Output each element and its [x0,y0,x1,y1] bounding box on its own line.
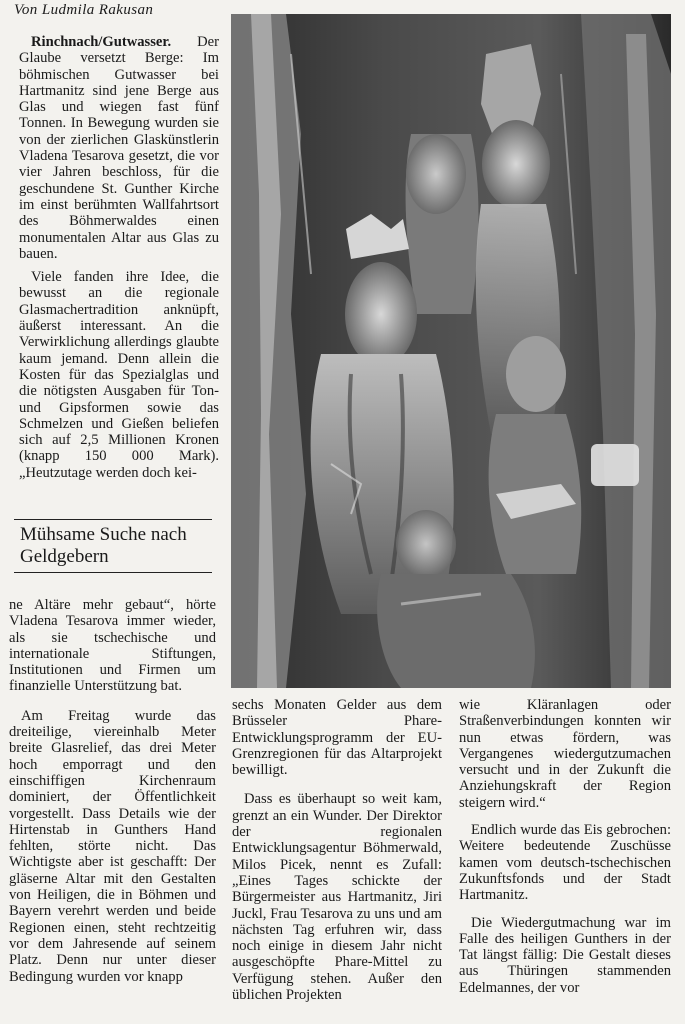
byline: Von Ludmila Rakusan [14,2,154,18]
subheading: Mühsame Suche nach Geldgebern [20,524,187,567]
paragraph: wie Kläranlagen oder Straßenverbindungen konnten wir nun etwas fördern, was Vergangenes wiedergutzumachen versucht und in der Zukunft die Anziehungskraft der Region steigern wird.“ [459,697,671,811]
lead-text: Der Glaube versetzt Berge: Im böhmischen Gutwasser bei Hartmanitz sind jene Berge aus Glas und wiegen fast fünf Tonnen. In Bewegung wurden sie von der zierlichen Glaskünstlerin Vladena Tesarova gesetzt, die vor vier Jahren beschloss, für die geschundene St. Gunther Kirche im einst berühmten Wallfahrtsort des Böhmerwaldes einen monumentalen Altar aus Glas zu bauen. [19,34,219,262]
divider [14,572,212,573]
paragraph: Viele fanden ihre Idee, die bewusst an die regionale Glasmachertradition anknüpft, äußerst interessant. An die Verwirklichung allerdings glaubte kaum jemand. Denn allein die Kosten für das Spezialglas und die nötigsten Ausgaben für Ton- und Gipsformen sowie das Schmelzen und Gießen beliefen sich auf 2,5 Millionen Kronen (knapp 150 000 Mark). „Heutzutage werden doch kei- [19,269,219,481]
column-1-bottom [9,597,216,985]
paragraph: Dass es überhaupt so weit kam, grenzt an ein Wunder. Der Direktor der regionalen Entwicklungsagentur Böhmerwald, Milos Picek, nennt es Zufall: „Eines Tages schickte der Bürgermeister aus Hartmanitz, Jiri Juckl, Frau Tesarova zu uns und am nächsten Tag erfuhren wir, dass noch einige in diesem Jahr nicht ausgeschöpfte Phare-Mittel zu Verfügung stehen. Außer den üblichen Projekten [232,791,442,1004]
divider [14,519,212,520]
paragraph: ne Altäre mehr gebaut“, hörte Vladena Tesarova immer wieder, als sie tschechische und internationale Stiftungen, Institutionen und Firmen um finanzielle Unterstützung bat. [9,597,216,695]
column-2 [232,697,442,1003]
paragraph: Am Freitag wurde das dreiteilige, viereinhalb Meter breite Glasrelief, das drei Meter hoch emporragt und den einschiffigen Kirchenraum dominiert, der Öffentlichkeit vorgestellt. Dass Details wie der Hirtenstab in Gunthers Hand fehlten, störte nicht. Das Wichtigste aber ist geschafft: Der gläserne Altar mit den Gestalten von Heiligen, die in Böhmen und Bayern verehrt werden und beide Regionen einen, steht rechtzeitig vor dem Jahresende auf seinem Platz. Denn nur unter dieser Bedingung wurden vor knapp [9,707,216,985]
dateline: Rinchnach/Gutwasser. [31,34,172,50]
paragraph-lead [19,34,219,262]
paragraph: sechs Monaten Gelder aus dem Brüsseler Phare-Entwicklungsprogramm der EU-Grenzregionen für das Altarprojekt bewilligt. [232,697,442,779]
subheading-box [14,519,212,573]
column-3 [459,697,671,996]
paragraph: Die Wiedergutmachung war im Falle des heiligen Gunthers in der Tat längst fällig: Die Gestalt dieses aus Thüringen stammenden Edelmannes, der vor [459,914,671,996]
paragraph: Endlich wurde das Eis gebrochen: Weitere bedeutende Zuschüsse kamen vom deutsch-tschechischen Zukunftsfonds und der Stadt Hartmanitz. [459,822,671,904]
column-1-top [19,34,219,481]
altar-photo [231,14,671,688]
